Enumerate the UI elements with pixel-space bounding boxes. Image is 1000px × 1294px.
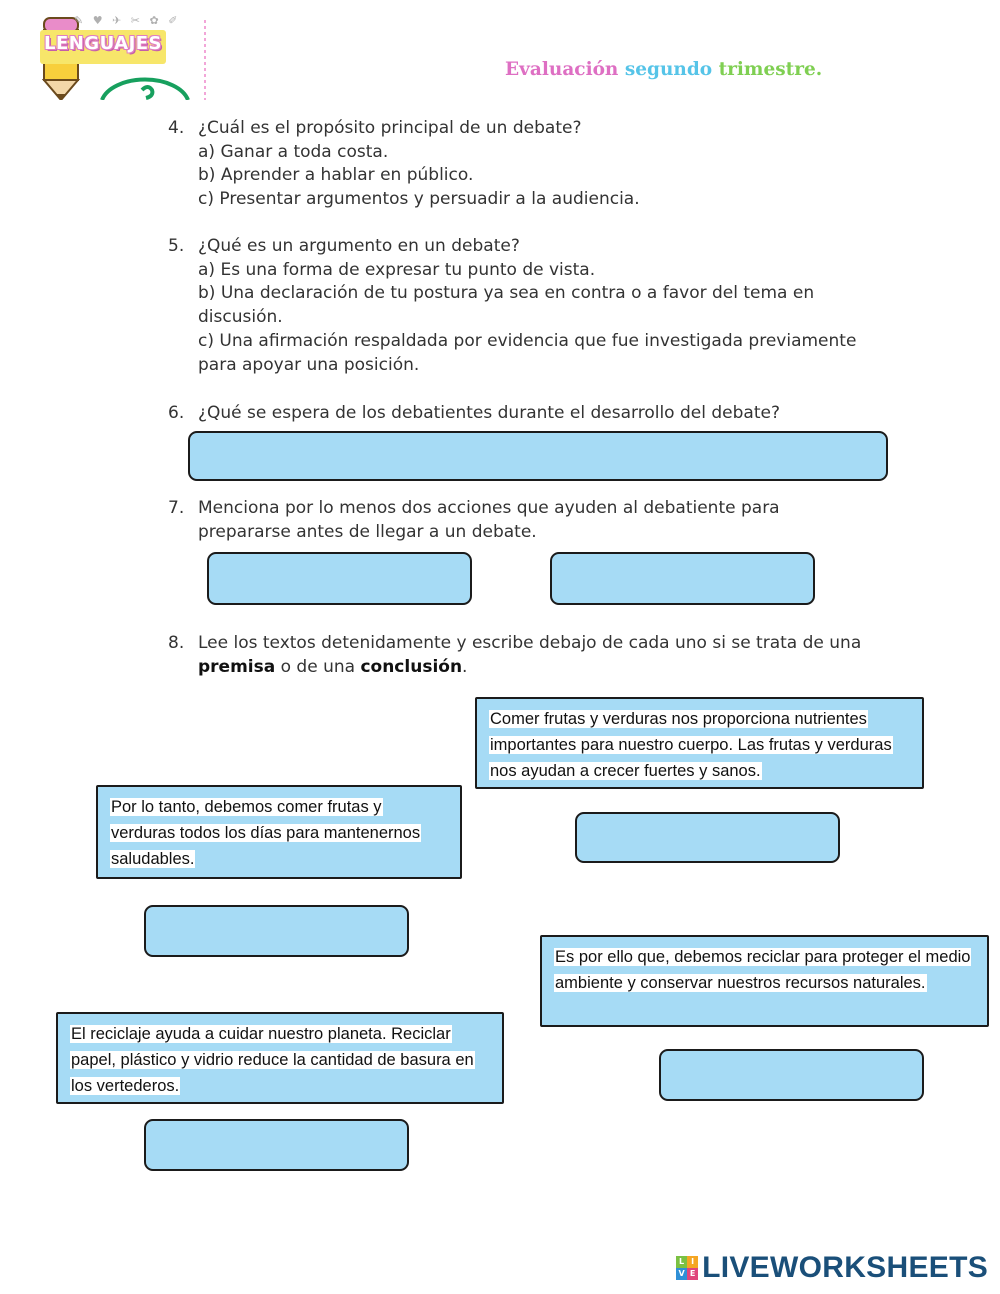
title-part-1: Evaluación	[505, 59, 619, 80]
question-text: Menciona por lo menos dos acciones que ayuden al debatiente para prepararse antes de llegar a un debate.	[198, 498, 780, 542]
bold-conclusion: conclusión	[360, 656, 463, 677]
question-number: 4.	[168, 118, 185, 138]
answer-field-q7-1[interactable]	[207, 552, 472, 605]
option-c: c) Una afirmación respaldada por evidencia que fue investigada previamente para apoyar una posición.	[198, 330, 857, 375]
text-box-content: El reciclaje ayuda a cuidar nuestro planeta. Reciclar papel, plástico y vidrio reduce la cantidad de basura en los vertederos.	[71, 1025, 474, 1095]
answer-field-text-3[interactable]	[659, 1049, 924, 1101]
question-7	[168, 497, 848, 544]
question-number: 5.	[168, 236, 185, 256]
question-8	[168, 632, 868, 679]
text-box-content: Comer frutas y verduras nos proporciona nutrientes importantes para nuestro cuerpo. Las frutas y verduras nos ayudan a crecer fuertes y sanos.	[490, 710, 892, 780]
text-box-2	[96, 785, 462, 879]
question-text: ¿Qué se espera de los debatientes durante el desarrollo del debate?	[198, 403, 780, 423]
question-number: 8.	[168, 633, 185, 653]
bold-premisa: premisa	[198, 656, 276, 677]
answer-field-text-4[interactable]	[144, 1119, 409, 1171]
liveworksheets-brand	[676, 1252, 988, 1284]
page-title	[505, 59, 822, 80]
brand-logo-icon: L I V E	[676, 1256, 698, 1280]
title-part-2: segundo	[624, 59, 713, 80]
option-b: b) Aprender a hablar en público.	[198, 165, 474, 186]
option-a: a) Es una forma de expresar tu punto de vista.	[198, 259, 596, 280]
text-box-content: Por lo tanto, debemos comer frutas y verduras todos los días para mantenernos saludables.	[111, 798, 421, 868]
option-a: a) Ganar a toda costa.	[198, 141, 389, 162]
question-number: 6.	[168, 403, 185, 423]
question-text: Lee los textos detenidamente y escribe debajo de cada uno si se trata de una premisa o de una conclusión.	[198, 633, 862, 677]
question-4	[168, 117, 868, 212]
text-box-content: Es por ello que, debemos reciclar para proteger el medio ambiente y conservar nuestros recursos naturales.	[555, 948, 971, 992]
logo-doodles: ✎ ♥ ✈ ✂ ✿ ✐	[74, 14, 181, 27]
option-b: b) Una declaración de tu postura ya sea en contra o a favor del tema en discusión.	[198, 283, 815, 328]
question-text: ¿Qué es un argumento en un debate?	[198, 236, 520, 256]
answer-field-q7-2[interactable]	[550, 552, 815, 605]
question-5	[168, 235, 868, 377]
text-box-1	[475, 697, 924, 789]
question-number: 7.	[168, 498, 185, 518]
brand-name: LIVEWORKSHEETS	[702, 1251, 988, 1284]
text-box-3	[540, 935, 989, 1027]
logo-text: LENGUAJES	[43, 33, 163, 54]
question-text: ¿Cuál es el propósito principal de un debate?	[198, 118, 582, 138]
answer-field-text-2[interactable]	[144, 905, 409, 957]
answer-field-text-1[interactable]	[575, 812, 840, 863]
title-part-3: trimestre.	[718, 59, 823, 80]
option-c: c) Presentar argumentos y persuadir a la audiencia.	[198, 189, 640, 210]
question-6	[168, 402, 868, 426]
text-box-4	[56, 1012, 504, 1104]
answer-field-q6[interactable]	[188, 431, 888, 481]
